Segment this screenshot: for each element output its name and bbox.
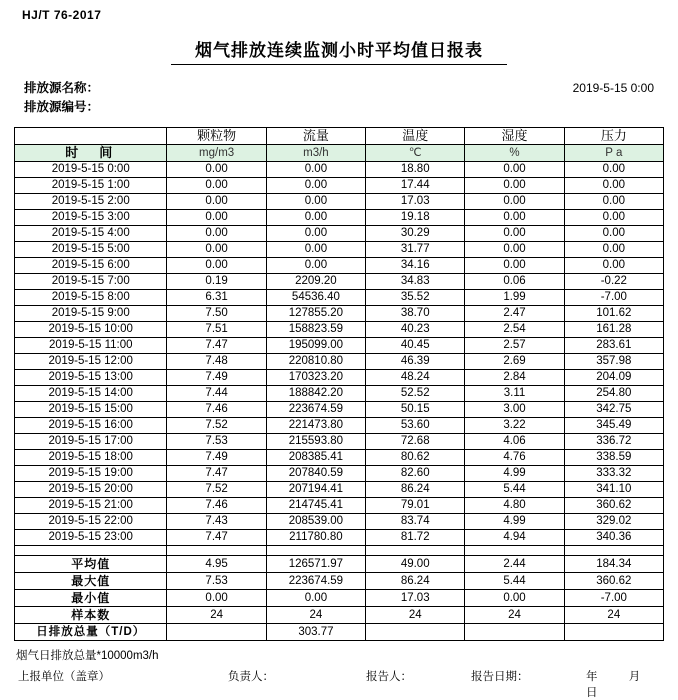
cell-time: 2019-5-15 17:00	[15, 434, 167, 450]
cell-pressure: 0.00	[564, 194, 663, 210]
summary-label: 平均值	[15, 556, 167, 573]
cell-pressure: 161.28	[564, 322, 663, 338]
cell-humidity: 0.00	[465, 178, 564, 194]
table-row	[15, 274, 664, 290]
cell-time: 2019-5-15 8:00	[15, 290, 167, 306]
cell-particulate: 0.00	[167, 242, 266, 258]
header-cell-time: 时 间	[15, 145, 167, 162]
header-cell-pressure: 压力	[564, 128, 663, 145]
unit-cell-particulate: mg/m3	[167, 145, 266, 162]
report-datetime: 2019-5-15 0:00	[572, 81, 654, 95]
daily-total-label: 日排放总量（T/D）	[15, 624, 167, 641]
standard-code: HJ/T 76-2017	[22, 8, 102, 22]
cell-humidity: 0.00	[465, 210, 564, 226]
cell-pressure: 333.32	[564, 466, 663, 482]
table-header-parameters	[15, 128, 664, 145]
cell-flow: 220810.80	[266, 354, 365, 370]
summary-humidity: 2.44	[465, 556, 564, 573]
summary-flow: 0.00	[266, 590, 365, 607]
cell-humidity: 0.00	[465, 226, 564, 242]
summary-particulate: 24	[167, 607, 266, 624]
summary-particulate: 7.53	[167, 573, 266, 590]
summary-humidity: 24	[465, 607, 564, 624]
cell-humidity: 2.84	[465, 370, 564, 386]
cell-pressure: 345.49	[564, 418, 663, 434]
unit-cell-temperature: ℃	[366, 145, 465, 162]
cell-pressure: 338.59	[564, 450, 663, 466]
table-row	[15, 434, 664, 450]
cell-pressure: 340.36	[564, 530, 663, 546]
cell-flow: 223674.59	[266, 402, 365, 418]
table-row	[15, 210, 664, 226]
cell-time: 2019-5-15 6:00	[15, 258, 167, 274]
summary-temperature: 49.00	[366, 556, 465, 573]
cell-particulate: 7.52	[167, 418, 266, 434]
cell-temperature: 17.44	[366, 178, 465, 194]
cell-pressure: 341.10	[564, 482, 663, 498]
table-row	[15, 530, 664, 546]
summary-pressure: 24	[564, 607, 663, 624]
footer-signature-row	[16, 668, 664, 699]
table-row	[15, 498, 664, 514]
table-row	[15, 418, 664, 434]
cell-particulate: 0.00	[167, 178, 266, 194]
table-row	[15, 514, 664, 530]
summary-row-min	[15, 590, 664, 607]
cell-temperature: 50.15	[366, 402, 465, 418]
table-row	[15, 258, 664, 274]
cell-flow: 0.00	[266, 226, 365, 242]
table-row	[15, 338, 664, 354]
summary-pressure: 184.34	[564, 556, 663, 573]
cell-temperature: 18.80	[366, 162, 465, 178]
cell-flow: 0.00	[266, 210, 365, 226]
cell-flow: 208539.00	[266, 514, 365, 530]
cell-particulate: 7.49	[167, 370, 266, 386]
cell-temperature: 52.52	[366, 386, 465, 402]
cell-pressure: 101.62	[564, 306, 663, 322]
cell-particulate: 0.00	[167, 226, 266, 242]
summary-temperature: 86.24	[366, 573, 465, 590]
cell-flow: 188842.20	[266, 386, 365, 402]
cell-temperature: 40.45	[366, 338, 465, 354]
cell-pressure: 0.00	[564, 226, 663, 242]
cell-temperature: 72.68	[366, 434, 465, 450]
cell-particulate: 6.31	[167, 290, 266, 306]
cell-pressure: 254.80	[564, 386, 663, 402]
cell-humidity: 3.00	[465, 402, 564, 418]
cell-particulate: 7.46	[167, 402, 266, 418]
table-row	[15, 290, 664, 306]
cell-particulate: 7.47	[167, 530, 266, 546]
footer	[14, 647, 664, 699]
cell-flow: 0.00	[266, 242, 365, 258]
cell-humidity: 4.99	[465, 466, 564, 482]
summary-row-average	[15, 556, 664, 573]
header-cell-humidity: 湿度	[465, 128, 564, 145]
summary-humidity: 0.00	[465, 590, 564, 607]
cell-particulate: 7.43	[167, 514, 266, 530]
summary-temperature: 17.03	[366, 590, 465, 607]
cell-pressure: 0.00	[564, 178, 663, 194]
cell-time: 2019-5-15 23:00	[15, 530, 167, 546]
unit-cell-pressure: P a	[564, 145, 663, 162]
header-cell-temperature: 温度	[366, 128, 465, 145]
cell-flow: 2209.20	[266, 274, 365, 290]
cell-temperature: 35.52	[366, 290, 465, 306]
cell-particulate: 0.19	[167, 274, 266, 290]
cell-pressure: 0.00	[564, 242, 663, 258]
unit-cell-flow: m3/h	[266, 145, 365, 162]
header-cell-blank	[15, 128, 167, 145]
cell-pressure: 0.00	[564, 258, 663, 274]
cell-humidity: 0.06	[465, 274, 564, 290]
cell-time: 2019-5-15 14:00	[15, 386, 167, 402]
cell-particulate: 7.50	[167, 306, 266, 322]
cell-time: 2019-5-15 19:00	[15, 466, 167, 482]
cell-humidity: 4.94	[465, 530, 564, 546]
cell-temperature: 48.24	[366, 370, 465, 386]
cell-temperature: 19.18	[366, 210, 465, 226]
table-header-units	[15, 145, 664, 162]
cell-particulate: 0.00	[167, 258, 266, 274]
cell-flow: 211780.80	[266, 530, 365, 546]
cell-time: 2019-5-15 18:00	[15, 450, 167, 466]
cell-humidity: 4.99	[465, 514, 564, 530]
footer-total-note: 烟气日排放总量*10000m3/h	[16, 650, 159, 662]
cell-humidity: 2.47	[465, 306, 564, 322]
cell-temperature: 82.60	[366, 466, 465, 482]
table-row	[15, 466, 664, 482]
cell-flow: 54536.40	[266, 290, 365, 306]
summary-label: 最小值	[15, 590, 167, 607]
meta-block	[14, 79, 664, 117]
cell-humidity: 2.57	[465, 338, 564, 354]
cell-temperature: 34.16	[366, 258, 465, 274]
cell-flow: 195099.00	[266, 338, 365, 354]
summary-row-daily-total	[15, 624, 664, 641]
footer-ymd: 年 月 日	[586, 671, 655, 699]
summary-pressure: -7.00	[564, 590, 663, 607]
cell-pressure: -0.22	[564, 274, 663, 290]
cell-time: 2019-5-15 15:00	[15, 402, 167, 418]
cell-time: 2019-5-15 21:00	[15, 498, 167, 514]
cell-humidity: 3.22	[465, 418, 564, 434]
title-underline	[171, 64, 507, 65]
footer-unit-seal: 上报单位（盖章）	[18, 671, 110, 683]
summary-humidity: 5.44	[465, 573, 564, 590]
cell-time: 2019-5-15 7:00	[15, 274, 167, 290]
daily-total-humidity	[465, 624, 564, 641]
cell-humidity: 4.80	[465, 498, 564, 514]
cell-temperature: 53.60	[366, 418, 465, 434]
cell-particulate: 0.00	[167, 194, 266, 210]
cell-temperature: 34.83	[366, 274, 465, 290]
cell-particulate: 7.46	[167, 498, 266, 514]
daily-total-temperature	[366, 624, 465, 641]
summary-row-count	[15, 607, 664, 624]
cell-flow: 0.00	[266, 162, 365, 178]
cell-flow: 214745.41	[266, 498, 365, 514]
table-row	[15, 178, 664, 194]
cell-humidity: 3.11	[465, 386, 564, 402]
cell-pressure: 360.62	[564, 498, 663, 514]
cell-time: 2019-5-15 4:00	[15, 226, 167, 242]
table-row	[15, 162, 664, 178]
table-row	[15, 226, 664, 242]
cell-time: 2019-5-15 12:00	[15, 354, 167, 370]
unit-cell-humidity: %	[465, 145, 564, 162]
table-row	[15, 194, 664, 210]
cell-time: 2019-5-15 20:00	[15, 482, 167, 498]
summary-particulate: 4.95	[167, 556, 266, 573]
summary-row-max	[15, 573, 664, 590]
cell-pressure: 357.98	[564, 354, 663, 370]
daily-total-particulate	[167, 624, 266, 641]
summary-flow: 223674.59	[266, 573, 365, 590]
daily-total-pressure	[564, 624, 663, 641]
cell-pressure: 336.72	[564, 434, 663, 450]
cell-temperature: 38.70	[366, 306, 465, 322]
summary-flow: 126571.97	[266, 556, 365, 573]
table-row	[15, 482, 664, 498]
table-row	[15, 306, 664, 322]
cell-flow: 221473.80	[266, 418, 365, 434]
table-row	[15, 370, 664, 386]
cell-time: 2019-5-15 10:00	[15, 322, 167, 338]
cell-time: 2019-5-15 9:00	[15, 306, 167, 322]
table-row	[15, 386, 664, 402]
summary-particulate: 0.00	[167, 590, 266, 607]
cell-temperature: 86.24	[366, 482, 465, 498]
summary-flow: 24	[266, 607, 365, 624]
cell-temperature: 31.77	[366, 242, 465, 258]
cell-time: 2019-5-15 2:00	[15, 194, 167, 210]
cell-pressure: -7.00	[564, 290, 663, 306]
cell-temperature: 79.01	[366, 498, 465, 514]
footer-reporter: 报告人：	[366, 671, 412, 683]
page-title: 烟气排放连续监测小时平均值日报表	[195, 41, 483, 60]
cell-time: 2019-5-15 11:00	[15, 338, 167, 354]
source-name-label: 排放源名称：	[24, 81, 100, 95]
summary-label: 最大值	[15, 573, 167, 590]
cell-humidity: 2.69	[465, 354, 564, 370]
table-row	[15, 322, 664, 338]
cell-pressure: 329.02	[564, 514, 663, 530]
cell-time: 2019-5-15 13:00	[15, 370, 167, 386]
table-row	[15, 450, 664, 466]
cell-particulate: 7.51	[167, 322, 266, 338]
cell-flow: 0.00	[266, 258, 365, 274]
cell-temperature: 17.03	[366, 194, 465, 210]
cell-time: 2019-5-15 16:00	[15, 418, 167, 434]
cell-particulate: 7.44	[167, 386, 266, 402]
cell-humidity: 1.99	[465, 290, 564, 306]
cell-temperature: 83.74	[366, 514, 465, 530]
cell-humidity: 0.00	[465, 258, 564, 274]
cell-humidity: 4.06	[465, 434, 564, 450]
cell-pressure: 283.61	[564, 338, 663, 354]
header-cell-particulate: 颗粒物	[167, 128, 266, 145]
cell-flow: 0.00	[266, 178, 365, 194]
cell-flow: 208385.41	[266, 450, 365, 466]
cell-humidity: 5.44	[465, 482, 564, 498]
cell-flow: 0.00	[266, 194, 365, 210]
source-id-label: 排放源编号：	[24, 100, 100, 114]
summary-label: 样本数	[15, 607, 167, 624]
cell-time: 2019-5-15 5:00	[15, 242, 167, 258]
cell-temperature: 80.62	[366, 450, 465, 466]
cell-particulate: 7.47	[167, 466, 266, 482]
cell-flow: 207840.59	[266, 466, 365, 482]
cell-time: 2019-5-15 3:00	[15, 210, 167, 226]
cell-temperature: 30.29	[366, 226, 465, 242]
footer-responsible: 负责人：	[228, 671, 274, 683]
cell-particulate: 7.53	[167, 434, 266, 450]
cell-pressure: 342.75	[564, 402, 663, 418]
cell-humidity: 2.54	[465, 322, 564, 338]
cell-particulate: 7.48	[167, 354, 266, 370]
cell-pressure: 0.00	[564, 210, 663, 226]
cell-time: 2019-5-15 1:00	[15, 178, 167, 194]
cell-humidity: 0.00	[465, 194, 564, 210]
cell-particulate: 0.00	[167, 210, 266, 226]
cell-particulate: 7.47	[167, 338, 266, 354]
hourly-average-table	[14, 127, 664, 641]
cell-flow: 215593.80	[266, 434, 365, 450]
cell-temperature: 81.72	[366, 530, 465, 546]
cell-particulate: 0.00	[167, 162, 266, 178]
table-row	[15, 354, 664, 370]
cell-time: 2019-5-15 0:00	[15, 162, 167, 178]
cell-temperature: 46.39	[366, 354, 465, 370]
table-spacer-row	[15, 546, 664, 556]
cell-humidity: 0.00	[465, 242, 564, 258]
cell-pressure: 0.00	[564, 162, 663, 178]
cell-time: 2019-5-15 22:00	[15, 514, 167, 530]
table-row	[15, 242, 664, 258]
footer-report-date: 报告日期：	[471, 671, 529, 683]
cell-flow: 127855.20	[266, 306, 365, 322]
table-row	[15, 402, 664, 418]
daily-total-flow: 303.77	[266, 624, 365, 641]
cell-pressure: 204.09	[564, 370, 663, 386]
header-cell-flow: 流量	[266, 128, 365, 145]
cell-flow: 207194.41	[266, 482, 365, 498]
cell-particulate: 7.49	[167, 450, 266, 466]
cell-particulate: 7.52	[167, 482, 266, 498]
cell-flow: 170323.20	[266, 370, 365, 386]
cell-humidity: 0.00	[465, 162, 564, 178]
summary-pressure: 360.62	[564, 573, 663, 590]
summary-temperature: 24	[366, 607, 465, 624]
cell-flow: 158823.59	[266, 322, 365, 338]
cell-humidity: 4.76	[465, 450, 564, 466]
cell-temperature: 40.23	[366, 322, 465, 338]
